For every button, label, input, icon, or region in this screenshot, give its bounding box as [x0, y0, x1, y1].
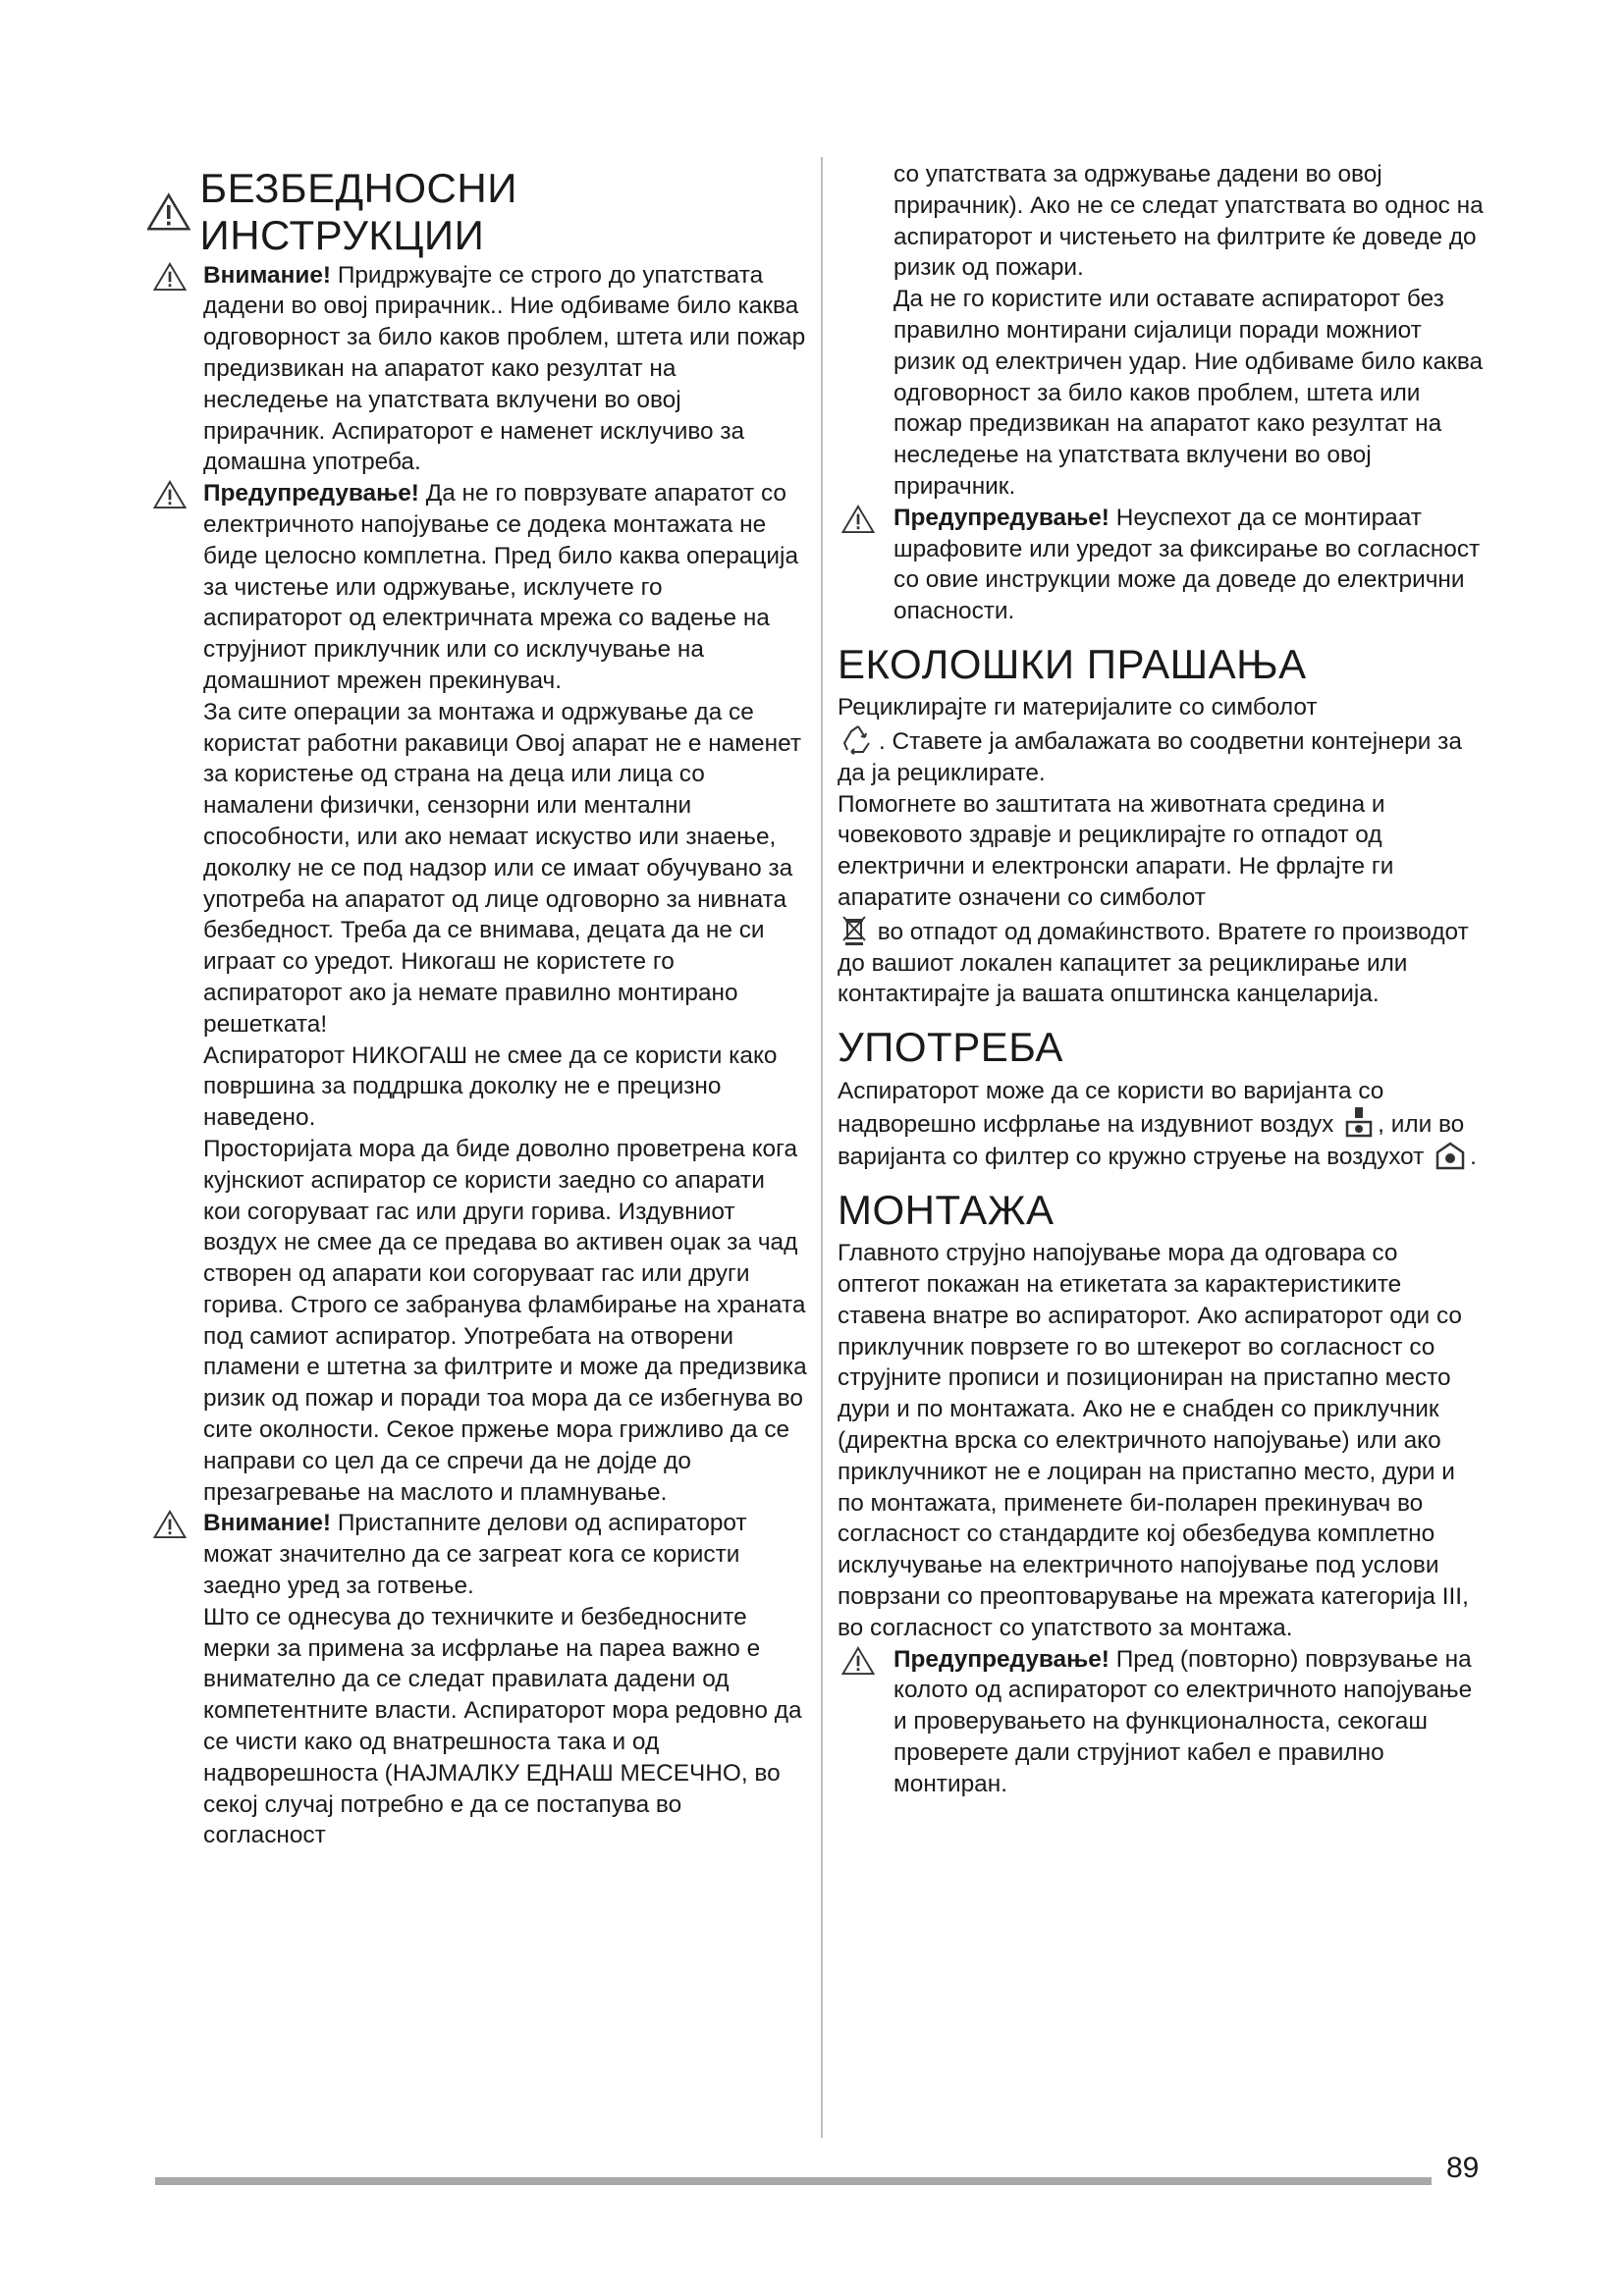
safety-paragraph-support: Аспираторот НИКОГАШ не смее да се користи како површина за поддршка доколку не е прецизно наведено. [203, 1041, 778, 1132]
warning-icon [147, 192, 190, 232]
right-column [838, 159, 1486, 1800]
safety-paragraph-ventilation: Просторијата мора да биде доволно проветрена кога кујнскиот аспиратор се користи заедно со апарати кои согоруваат гас или други горива. Издувниот воздух не смее да се предава во активен оџак за чад створен од апарати кои согоруваат гас или други горива. Строго се забранува фламбирање на храната под самиот аспиратор. Употребата на отворени пламени е штетна за филтрите и може да предизвика ризик од пожар и поради тоа мора да се избегнува во сите околности. Секое пржење мора грижливо да се направи со цел да се спречи да не дојде до презагревање на маслото и пламнување. [203, 1135, 807, 1506]
recycle-icon [841, 723, 875, 755]
mounting-note-warning: Предупредување! Пред (повторно) поврзување на колото од аспираторот со електричното напојување и проверувањето на функционалноста, секогаш проверете дали струјниот кабел е правилно монтиран. [838, 1644, 1486, 1800]
mounting-heading: МОНТАЖА [838, 1186, 1055, 1233]
warning-icon [153, 1510, 187, 1539]
footer-rule [155, 2177, 1432, 2185]
safety-paragraph-cleaning: Што се однесува до техничките и безбедносните мерки за примена за исфрлање на пареа важно е внимателно да се следат правилата дадени од компетентните власти. Аспираторот мора редовно да се чисти како од внатрешноста така и од надворешноста (НАЈМАЛКУ ЕДНАШ МЕСЕЧНО, во секој случај потребно е да се постапува во согласност [203, 1603, 802, 1849]
use-heading: УПОТРЕБА [838, 1024, 1063, 1071]
crossed-bin-icon [841, 914, 867, 945]
safety-note-screws: Предупредување! Неуспехот да се монтираат шрафовите или уредот за фиксирање во согласност со овие инструкции може да доведе до електрични опасности. [838, 503, 1486, 627]
safety-note-attention: Внимание! Придржувајте се строго до упатствата дадени во овој прирачник.. Ние одбиваме било каква одговорност за било каков проблем, штета или пожар предизвикан на апаратот како резултат на неследење на упатствата вклучени во овој прирачник. Аспираторот е наменет исклучиво за домашна употреба. [147, 260, 807, 479]
safety-paragraph-bulbs: Да не го користите или оставате аспираторот без правилно монтирани сијалици поради можниот ризик од електричен удар. Ние одбиваме било каква одговорност за било каков проблем, штета или пожар предизвикан на апаратот како резултат на неследење на упатствата вклучени во овој прирачник. [893, 286, 1484, 500]
safety-heading: БЕЗБЕДНОСНИ ИНСТРУКЦИИ [147, 165, 807, 260]
warning-icon [153, 262, 187, 292]
eco-paragraph-weee: Помогнете во заштитата на животната средина и човековото здравје и рециклирајте го отпадот од електрични и електронски апарати. Не фрлајте ги апаратите означени со симболот во отпадот од домаќинството. Вратете го производот до вашиот локален капацитет за рециклирање или контактирајте ја вашата општинска канцеларија. [838, 790, 1469, 1008]
safety-note-hot-parts: Внимание! Пристапните делови од аспираторот можат значително да се загреат кога се користи заедно уред за готвење. [147, 1508, 807, 1601]
recirculation-mode-icon [1435, 1141, 1466, 1170]
mounting-paragraph: Главното струјно напојување мора да одговара со оптегот покажан на етикетата за карактеристиките ставена внатре во аспираторот. Ако аспираторот оди со приклучник поврзете го во штекерот во согласност со струјните прописи и позициониран на пристапно место дури и по монтажата. Ако не е снабден со приклучник (директна врска со електричното напојување) или ако приклучникот не е лоциран на пристапно место, дури и по монтажата, применете би-поларен прекинувач во согласност со стандардите кој обезбедува комплетно исклучување на електричното напојување под услови поврзани со преоптоварување на мрежата категорија III, во согласност со упатството за монтажа. [838, 1240, 1469, 1641]
ducted-mode-icon [1344, 1106, 1374, 1138]
safety-note-warning: Предупредување! Да не го поврзувате апаратот со електричното напојување се додека монтажата не биде целосно комплетна. Пред било каква операција за чистење или одржување, исклучете го аспираторот од електричната мрежа со вадење на струјниот приклучник или со исклучување на домашниот мрежен прекинувач. [147, 478, 807, 697]
use-paragraph: Аспираторот може да се користи во варијанта со надворешно исфрлање на издувниот воздух , или во варијанта со филтер со кружно струење на воздухот . [838, 1077, 1477, 1171]
warning-icon [841, 505, 875, 534]
eco-heading: ЕКОЛОШКИ ПРАШАЊА [838, 640, 1307, 687]
safety-paragraph-gloves: За сите операции за монтажа и одржување да се користат работни ракавици Овој апарат не е наменет за користење од страна на деца или лица со намалени физички, сензорни или ментални способности, или ако немаат искуство или знаење, доколку не се под надзор или се имаат обучувано за употреба на апаратот од лице одговорно за нивната безбедност. Треба да се внимава, децата да не си играат со уредот. Никогаш не користете го аспираторот ако ја немате правилно монтирано решетката! [203, 698, 802, 1038]
column-divider [821, 157, 823, 2138]
warning-icon [153, 480, 187, 509]
warning-icon [841, 1646, 875, 1676]
safety-paragraph-cleaning-cont: со упатствата за одржување дадени во овој прирачник). Ако не се следат упатствата во однос на аспираторот и чистењето на филтрите ќе доведе до ризик од пожари. [893, 161, 1484, 282]
eco-paragraph-packaging: Рециклирајте ги материјалите со симболот . Ставете ја амбалажата во соодветни контејнери за да ја рециклирате. [838, 694, 1462, 786]
left-column [147, 147, 807, 1851]
page-number: 89 [1446, 2152, 1480, 2184]
